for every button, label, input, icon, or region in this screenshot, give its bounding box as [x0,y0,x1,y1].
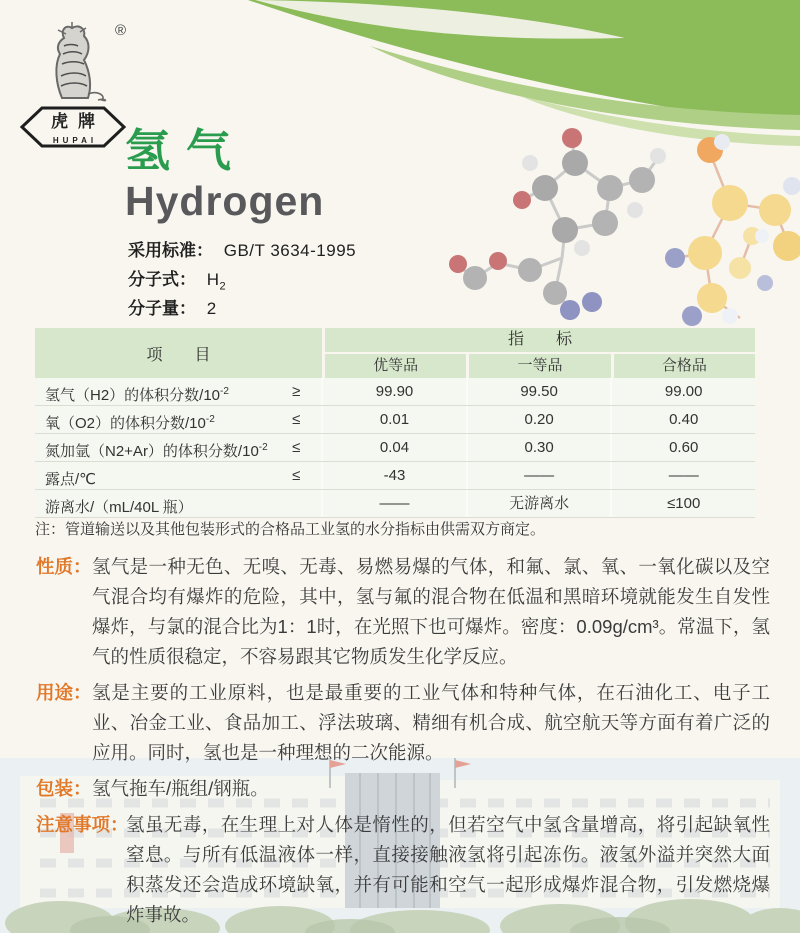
table-row: 露点/℃ ≤ -43 —— —— [35,462,755,490]
spec-standard-value: GB/T 3634-1995 [223,241,357,260]
section-properties [0,552,770,672]
product-title-en: Hydrogen [125,178,325,224]
section-packaging-text: 氢气拖车/瓶组/钢瓶。 [92,778,269,799]
description-sections [0,552,770,933]
spec-formula [128,265,356,294]
spec-formula-value: $H_2$ [206,270,227,293]
molecule-illustration [430,118,800,343]
column-header-index: 指 标 [325,328,755,354]
column-header-qualified: 合格品 [661,357,707,374]
section-precautions-text: 氢虽无毒，在生理上对人体是惰性的，但若空气中氢含量增高，将引起缺氧性窒息。与所有低温液体一样，直接接触液氢将引起冻伤。液氢外溢并突然大面积蒸发还会造成环境缺氧，并有可能和空气一起形成爆炸混合物，引发燃烧爆炸事故。 [126,814,770,925]
column-header-first: 一等品 [469,354,613,378]
section-uses [0,678,770,768]
product-title-cn: 氢气 [125,125,248,176]
spec-table [35,328,755,518]
spec-standard [128,236,356,265]
spec-weight-value: 2 [206,299,217,318]
spec-standard-label: 采用标准： [128,241,213,260]
table-row: 氮加氩（N2+Ar）的体积分数$/10^{-2}$ ≤ 0.04 0.30 0.60 [35,434,755,462]
section-uses-text: 氢是主要的工业原料，也是最重要的工业气体和特种气体，在石油化工、电子工业、冶金工业、食品加工、浮法玻璃、精细有机合成、航空航天等方面有着广泛的应用。同时，氢也是一种理想的二次能源。 [92,682,770,763]
registered-trademark-icon: ® [114,22,126,39]
spec-weight-label: 分子量： [128,299,196,318]
section-properties-label: 性质： [36,556,92,577]
spec-table-header [35,328,755,378]
spec-formula-label: 分子式： [128,270,196,289]
column-header-premium: 优等品 [325,354,469,378]
table-note: 注：管道输送以及其他包装形式的合格品工业氢的水分指标由供需双方商定。 [35,521,546,538]
brand-name-cn: 虎牌 [51,112,105,131]
section-properties-text: 氢气是一种无色、无嗅、无毒、易燃易爆的气体，和氟、氯、氧、一氧化碳以及空气混合均有爆炸的危险，其中，氢与氟的混合物在低温和黑暗环境就能发生自发性爆炸，与氯的混合比为1：1时，在光照下也可爆炸。密度：0.09g/cm³。常温下，氢气的性质很稳定，不容易跟其它物质发生化学反应。 [92,556,770,667]
section-precautions [0,810,770,930]
column-header-item: 项 目 [35,328,325,378]
product-titles [125,125,325,224]
section-packaging [0,774,770,804]
section-precautions-label: 注意事项： [36,814,129,835]
spec-list [128,236,356,323]
spec-weight [128,294,356,323]
table-row: 游离水/（mL/40L 瓶） —— 无游离水 ≤100 [35,490,755,518]
spec-table-body [35,378,755,518]
brand-logo [14,20,132,150]
table-row: 氧（O2）的体积分数$/10^{-2}$ ≤ 0.01 0.20 0.40 [35,406,755,434]
brand-name-en: HUPAI [52,136,98,145]
section-packaging-label: 包装： [36,778,92,799]
table-row: 氢气（H2）的体积分数$/10^{-2}$ ≥ 99.90 99.50 99.00 [35,378,755,406]
section-uses-label: 用途： [36,682,92,703]
